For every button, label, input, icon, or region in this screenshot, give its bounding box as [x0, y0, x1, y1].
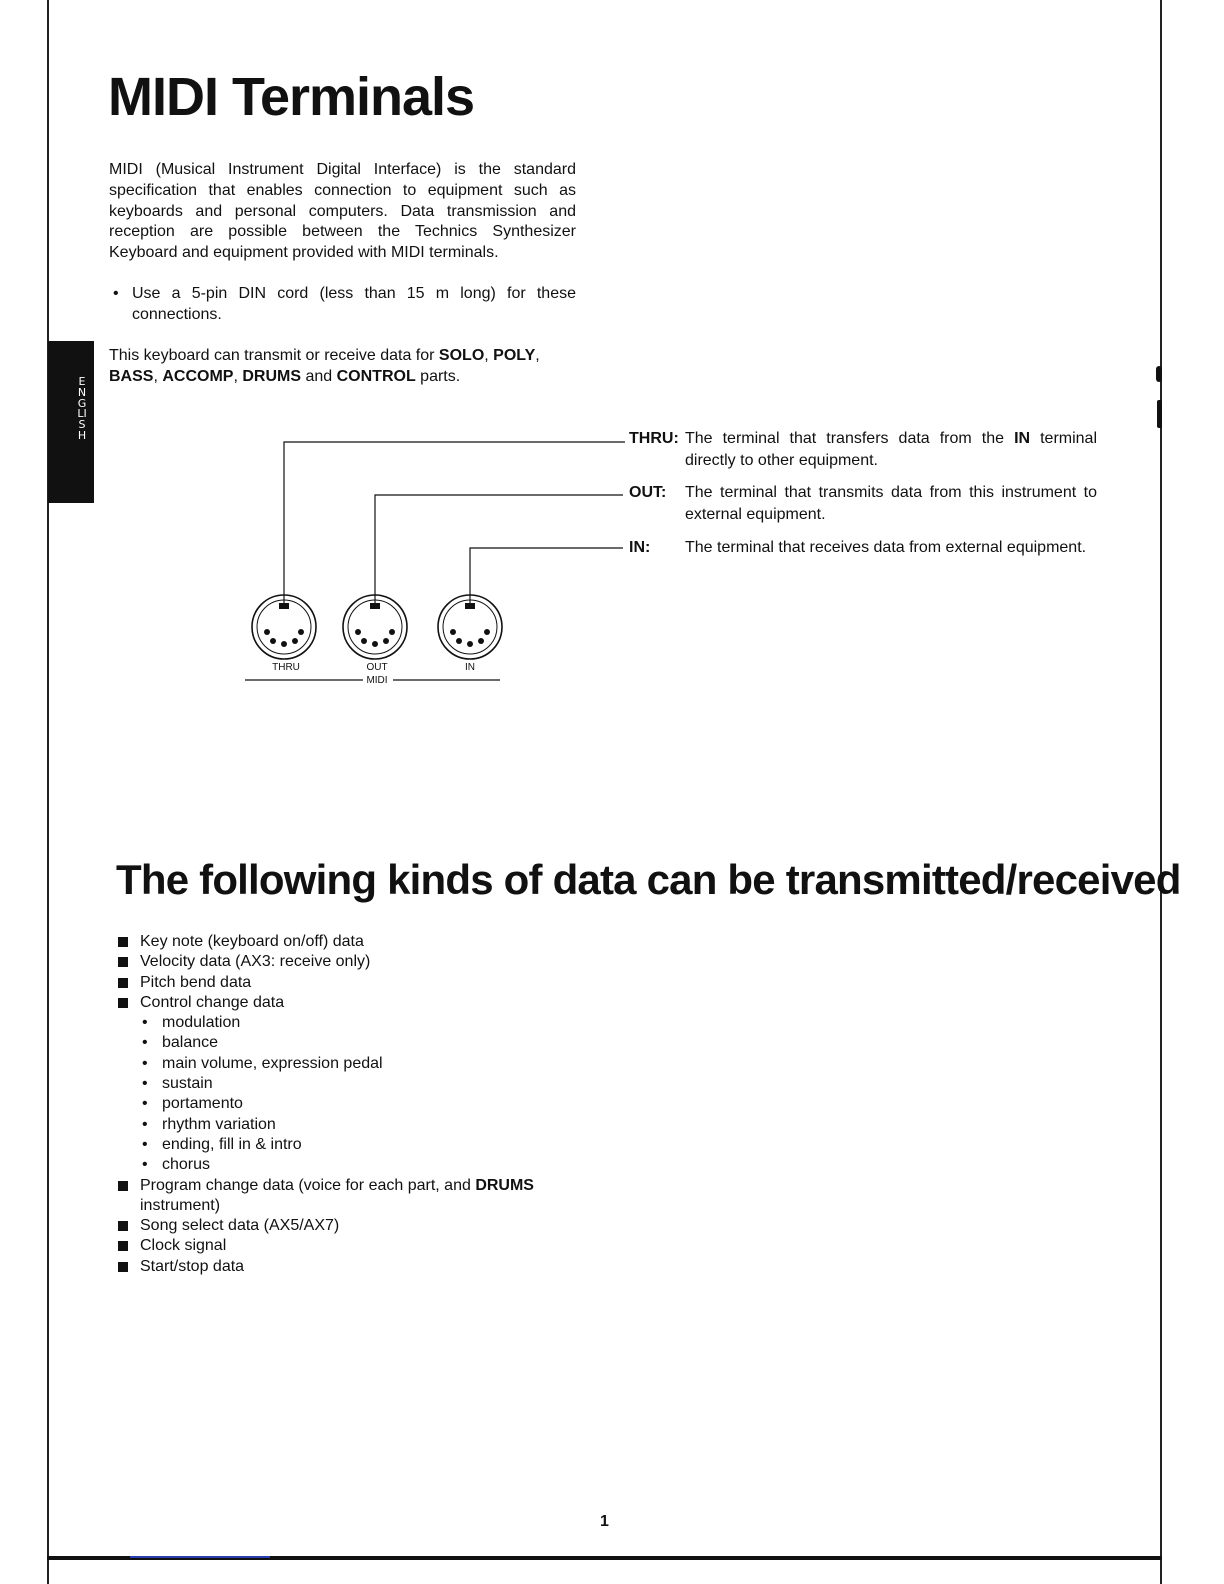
desc-text: terminal directly to other equipment.: [685, 430, 1098, 469]
thru-connector-icon: [252, 595, 316, 659]
part-bass: BASS: [109, 368, 154, 385]
data-kind-subitem: • ending, fill in & intro: [116, 1135, 596, 1155]
terminal-label: IN:: [629, 539, 651, 556]
in-leader-line: [470, 548, 623, 606]
intro-paragraph: MIDI (Musical Instrument Digital Interface) is the standard specification that enables connection to equipment such as keyboards and personal computers. Data transmission and reception are possible between the Technics Synthesizer Keyboard and equipment provided with MIDI terminals.: [109, 161, 576, 262]
data-kind-text: Velocity data (AX3: receive only): [140, 953, 371, 971]
data-kind-text: Song select data (AX5/AX7): [140, 1217, 340, 1235]
terminal-description: The terminal that receives data from external equipment.: [685, 539, 1087, 556]
in-connector-label: IN: [465, 662, 475, 673]
thru-leader-line: [284, 442, 625, 606]
data-kind-subitem: • modulation: [116, 1013, 596, 1033]
parts-sep: ,: [535, 347, 540, 364]
page-title: MIDI Terminals: [108, 67, 475, 127]
data-kind-bold: DRUMS: [475, 1176, 534, 1194]
data-kind-text: instrument): [140, 1196, 221, 1214]
data-kind-item: [116, 1236, 596, 1256]
parts-prefix: This keyboard can transmit or receive data for: [109, 347, 439, 364]
out-connector-icon: [343, 595, 407, 659]
cord-note-text: Use a 5-pin DIN cord (less than 15 m long) for these connections.: [132, 285, 576, 323]
desc-bold: IN: [1014, 430, 1031, 447]
out-connector-label: OUT: [366, 662, 388, 673]
language-tab-label: ENGLISH: [77, 375, 87, 442]
page-edge-bottom-accent: [130, 1556, 270, 1558]
data-kind-text: Control change data: [140, 993, 285, 1011]
thru-connector-label: THRU: [272, 662, 300, 673]
data-kind-subitem: • main volume, expression pedal: [116, 1054, 596, 1074]
data-kind-subitem: • sustain: [116, 1074, 596, 1094]
out-leader-line: [375, 495, 623, 606]
part-accomp: ACCOMP: [162, 368, 234, 385]
data-kind-subitem: • portamento: [116, 1094, 596, 1114]
terminal-description: The terminal that transmits data from this instrument to external equipment.: [685, 484, 1097, 523]
parts-sep: ,: [153, 368, 163, 385]
data-kind-item: [116, 973, 596, 993]
terminal-description: [685, 428, 1097, 471]
data-kind-item: [116, 1257, 596, 1277]
data-kind-text: Program change data (voice for each part, and: [140, 1176, 476, 1194]
part-poly: POLY: [493, 347, 536, 364]
part-drums: DRUMS: [242, 368, 302, 385]
desc-text: The terminal that transfers data from the: [685, 430, 1015, 447]
data-kind-item: [116, 952, 596, 972]
bullet-icon: •: [113, 285, 119, 302]
data-kind-subitem: • rhythm variation: [116, 1115, 596, 1135]
midi-group-label: MIDI: [366, 675, 388, 686]
part-solo: SOLO: [438, 347, 485, 364]
data-kind-text: Pitch bend data: [140, 973, 252, 991]
parts-and: and: [301, 368, 337, 385]
data-section-title: The following kinds of data can be transmitted/received: [116, 856, 1181, 903]
data-kinds-list: [116, 932, 596, 1277]
data-kind-item: [116, 993, 596, 1013]
midi-terminal-diagram: [0, 0, 1224, 720]
parts-suffix: parts.: [415, 368, 461, 385]
data-kind-text: Clock signal: [140, 1237, 227, 1255]
data-kind-item: [116, 932, 596, 952]
part-control: CONTROL: [336, 368, 416, 385]
data-kind-item: [116, 1176, 596, 1217]
parts-sep: ,: [233, 368, 243, 385]
terminal-label: THRU:: [629, 430, 679, 447]
data-kind-subitem: • balance: [116, 1033, 596, 1053]
parts-sep: ,: [484, 347, 494, 364]
terminal-label: OUT:: [629, 484, 667, 501]
data-kind-item: [116, 1216, 596, 1236]
data-kind-text: Key note (keyboard on/off) data: [140, 933, 364, 950]
page-number: 1: [600, 1513, 609, 1530]
data-kind-text: Start/stop data: [140, 1257, 245, 1275]
data-kind-subitem: • chorus: [116, 1155, 596, 1175]
in-connector-icon: [438, 595, 502, 659]
